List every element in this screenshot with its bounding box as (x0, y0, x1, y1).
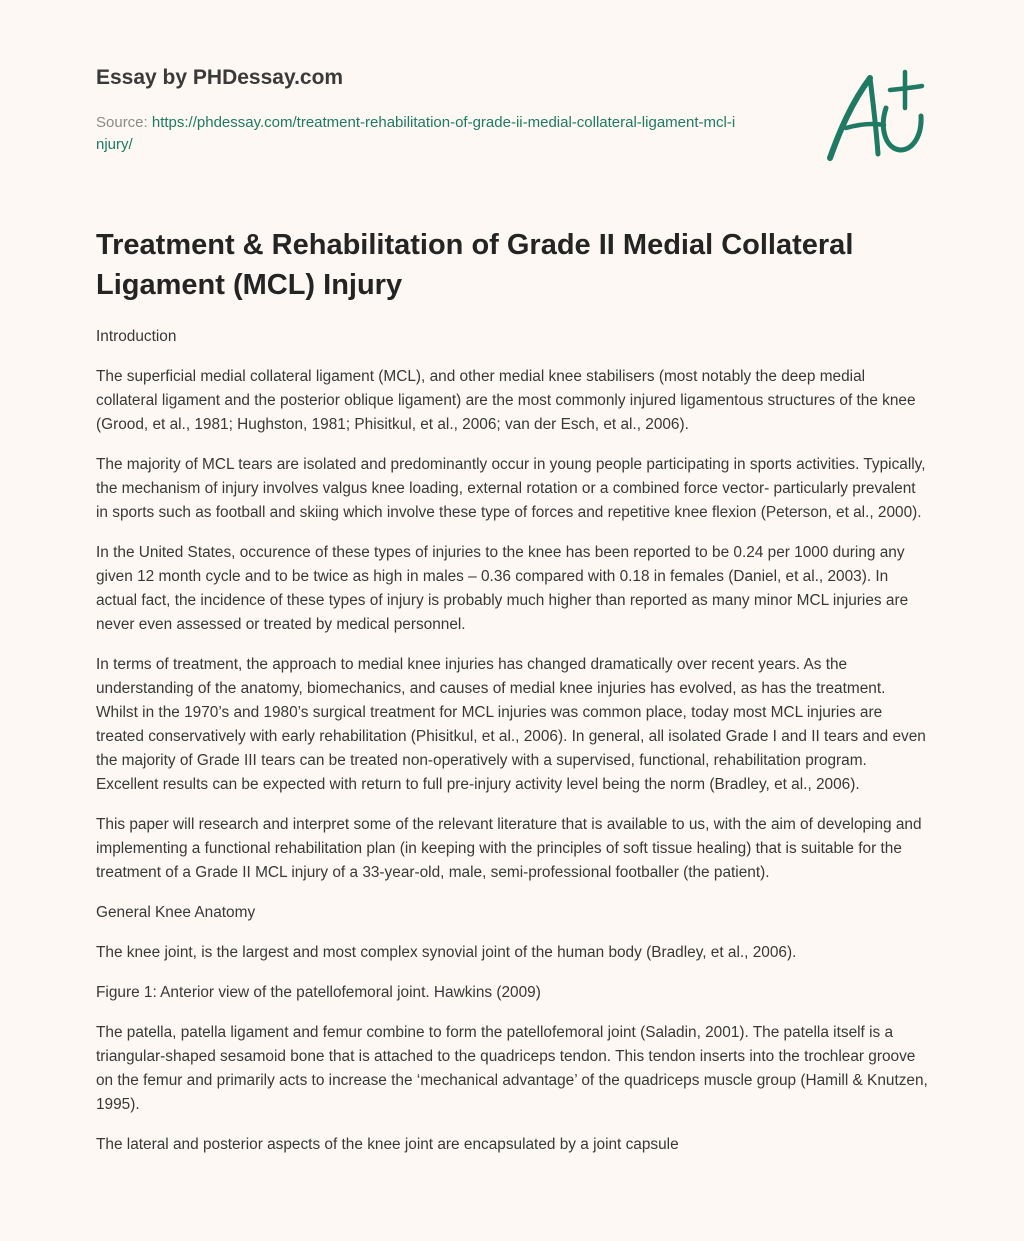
paragraph: The knee joint, is the largest and most complex synovial joint of the human body (Bradley, et al., 2006). (96, 944, 797, 961)
paragraph: In the United States, occurence of these types of injuries to the knee has been reported to be 0.24 per 1000 during any given 12 month cycle and to be twice as high in males – 0.36 compared with 0.18 in females (Daniel, et al., 2003). In actual fact, the incidence of these types of injury is probably much higher than reported as many minor MCL injuries are never even assessed or treated by medical personnel. (96, 544, 909, 633)
site-brand: Essay by PHDessay.com (96, 66, 344, 89)
paragraph: The superficial medial collateral ligament (MCL), and other medial knee stabilisers (most notably the deep medial collateral ligament and the posterior oblique ligament) are the most commonly injured ligamentous structures of the knee (Grood, et al., 1981; Hughston, 1981; Phisitkul, et al., 2006; van der Esch, et al., 2006). (96, 368, 916, 433)
paragraph: This paper will research and interpret some of the relevant literature that is available to us, with the aim of developing and implementing a functional rehabilitation plan (in keeping with the principles of soft tissue healing) that is suitable for the treatment of a Grade II MCL injury of a 33-year-old, male, semi-professional footballer (the patient). (96, 816, 922, 881)
source-line (96, 112, 736, 156)
paragraph: The patella, patella ligament and femur combine to form the patellofemoral joint (Saladin, 2001). The patella itself is a triangular-shaped sesamoid bone that is attached to the quadriceps tendon. This tendon inserts into the trochlear groove on the femur and primarily acts to increase the ‘mechanical advantage’ of the quadriceps muscle group (Hamill & Knutzen, 1995). (96, 1024, 928, 1113)
essay-content (96, 325, 928, 1173)
section-heading-general-knee-anatomy: General Knee Anatomy (96, 904, 256, 921)
figure-caption: Figure 1: Anterior view of the patellofemoral joint. Hawkins (2009) (96, 984, 541, 1001)
section-heading-introduction: Introduction (96, 328, 177, 345)
source-link[interactable]: https://phdessay.com/treatment-rehabilitation-of-grade-ii-medial-collateral-ligament-mcl-injury/ (96, 114, 736, 153)
a-plus-logo-icon (826, 68, 926, 164)
source-label: Source: (96, 114, 152, 131)
paragraph: The lateral and posterior aspects of the knee joint are encapsulated by a joint capsule (96, 1136, 679, 1153)
essay-title: Treatment & Rehabilitation of Grade II Medial Collateral Ligament (MCL) Injury (96, 229, 854, 301)
paragraph: The majority of MCL tears are isolated and predominantly occur in young people participating in sports activities. Typically, the mechanism of injury involves valgus knee loading, external rotation or a combined force vector- particularly prevalent in sports such as football and skiing which involve these type of forces and repetitive knee flexion (Peterson, et al., 2000). (96, 456, 926, 521)
paragraph: In terms of treatment, the approach to medial knee injuries has changed dramatically over recent years. As the understanding of the anatomy, biomechanics, and causes of medial knee injuries has evolved, as has the treatment. Whilst in the 1970’s and 1980’s surgical treatment for MCL injuries was common place, today most MCL injuries are treated conservatively with early rehabilitation (Phisitkul, et al., 2006). In general, all isolated Grade I and II tears and even the majority of Grade III tears can be treated non-operatively with a supervised, functional, rehabilitation program. Excellent results can be expected with return to full pre-injury activity level being the norm (Bradley, et al., 2006). (96, 656, 926, 793)
